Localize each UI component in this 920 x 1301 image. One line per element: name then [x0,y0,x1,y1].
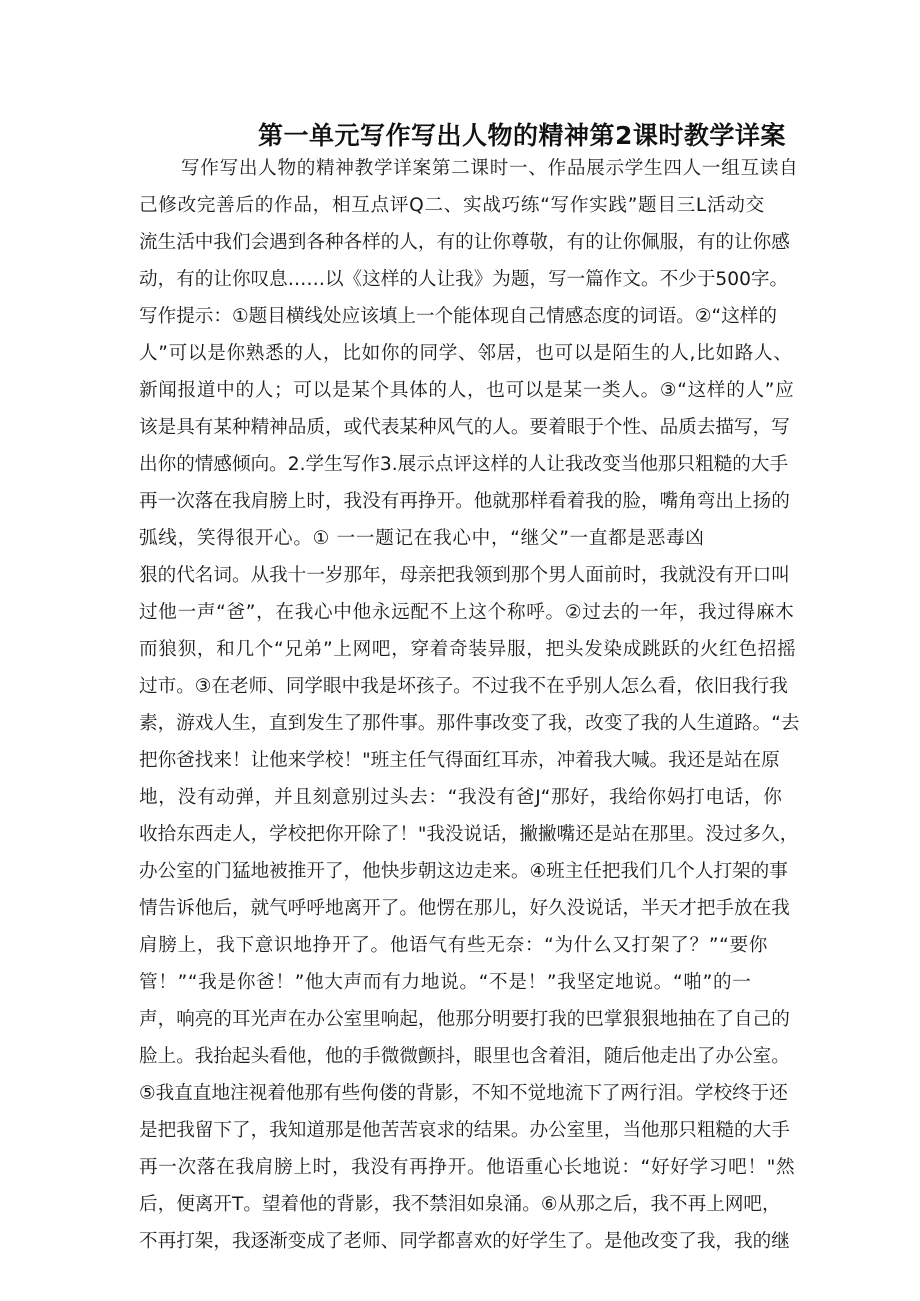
text-line: 弧线，笑得很开心。① 一一题记在我心中，“继父”一直都是恶毒凶 [139,528,705,549]
text-line: 出你的情感倾向。2.学生写作3.展示点评这样的人让我改变当他那只粗糙的大手 [139,454,789,475]
text-line: 己修改完善后的作品，相互点评Q二、实战巧练“写作实践”题目三L活动交 [139,195,765,216]
text-line: 地，没有动弹，并且刻意别过头去：“我没有爸J“那好，我给你妈打电话，你 [139,787,783,808]
document-body [0,153,920,1273]
text-line: 流生活中我们会遇到各种各样的人，有的让你尊敬，有的让你佩服，有的让你感 [139,232,790,253]
text-line: 写作提示：①题目横线处应该填上一个能体现自己情感态度的词语。②“这样的 [139,306,777,327]
text-line: ⑤我直直地注视着他那有些佝偻的背影，不知不觉地流下了两行泪。学校终于还 [139,1083,788,1104]
text-line: 后，便离开T。望着他的背影，我不禁泪如泉涌。⑥从那之后，我不再上网吧， [139,1194,781,1215]
text-line: 而狼狈，和几个“兄弟”上网吧，穿着奇装异服，把头发染成跳跃的火红色招摇 [139,639,797,660]
text-line: 把你爸找来！让他来学校！"班主任气得面红耳赤，冲着我大喊。我还是站在原 [139,750,780,771]
text-line: 过他一声“爸”，在我心中他永远配不上这个称呼。②过去的一年，我过得麻木 [139,602,795,623]
text-line: 狠的代名词。从我十一岁那年，母亲把我领到那个男人面前时，我就没有开口叫 [139,565,790,586]
text-line: 是把我留下了，我知道那是他苦苦哀求的结果。办公室里，当他那只粗糙的大手 [139,1120,790,1141]
text-line: 素，游戏人生，直到发生了那件事。那件事改变了我，改变了我的人生道路。“去 [139,713,800,734]
text-line: 该是具有某种精神品质，或代表某种风气的人。要着眼于个性、品质去描写，写 [139,417,790,438]
text-line: 写作写出人物的精神教学详案第二课时一、作品展示学生四人一组互读自 [181,158,799,179]
text-line: 再一次落在我肩膀上时，我没有再挣开。他语重心长地说：“好好学习吧！"然 [139,1157,796,1178]
text-line: 人”可以是你熟悉的人，比如你的同学、邻居，也可以是陌生的人,比如路人、 [139,343,793,364]
text-line: 收拾东西走人，学校把你开除了！"我没说话，撇撇嘴还是站在那里。没过多久， [139,824,799,845]
text-line: 新闻报道中的人；可以是某个具体的人，也可以是某一类人。③“这样的人”应 [139,380,795,401]
text-line: 过市。③在老师、同学眼中我是坏孩子。不过我不在乎别人怎么看，依旧我行我 [139,676,788,697]
text-line: 动，有的让你叹息……以《这样的人让我》为题，写一篇作文。不少于500字。 [139,269,789,290]
text-line: 不再打架，我逐渐变成了老师、同学都喜欢的好学生了。是他改变了我，我的继 [139,1231,790,1252]
text-line: 情告诉他后，就气呼呼地离开了。他愣在那儿，好久没说话，半天才把手放在我 [139,898,790,919]
text-line: 再一次落在我肩膀上时，我没有再挣开。他就那样看着我的脸，嘴角弯出上扬的 [139,491,790,512]
text-line: 办公室的门猛地被推开了，他快步朝这边走来。④班主任把我们几个人打架的事 [139,861,788,882]
page-title: 第一单元写作写出人物的精神第2课时教学详案 [258,121,786,150]
text-line: 肩膀上，我下意识地挣开了。他语气有些无奈：“为什么又打架了？”“要你 [139,935,769,956]
text-line: 管！”“我是你爸！”他大声而有力地说。“不是！”我坚定地说。“啪”的一 [139,972,752,993]
text-line: 声，响亮的耳光声在办公室里响起，他那分明要打我的巴掌狠狠地抽在了自己的 [139,1009,790,1030]
text-line: 脸上。我抬起头看他，他的手微微颤抖，眼里也含着泪，随后他走出了办公室。 [139,1046,790,1067]
